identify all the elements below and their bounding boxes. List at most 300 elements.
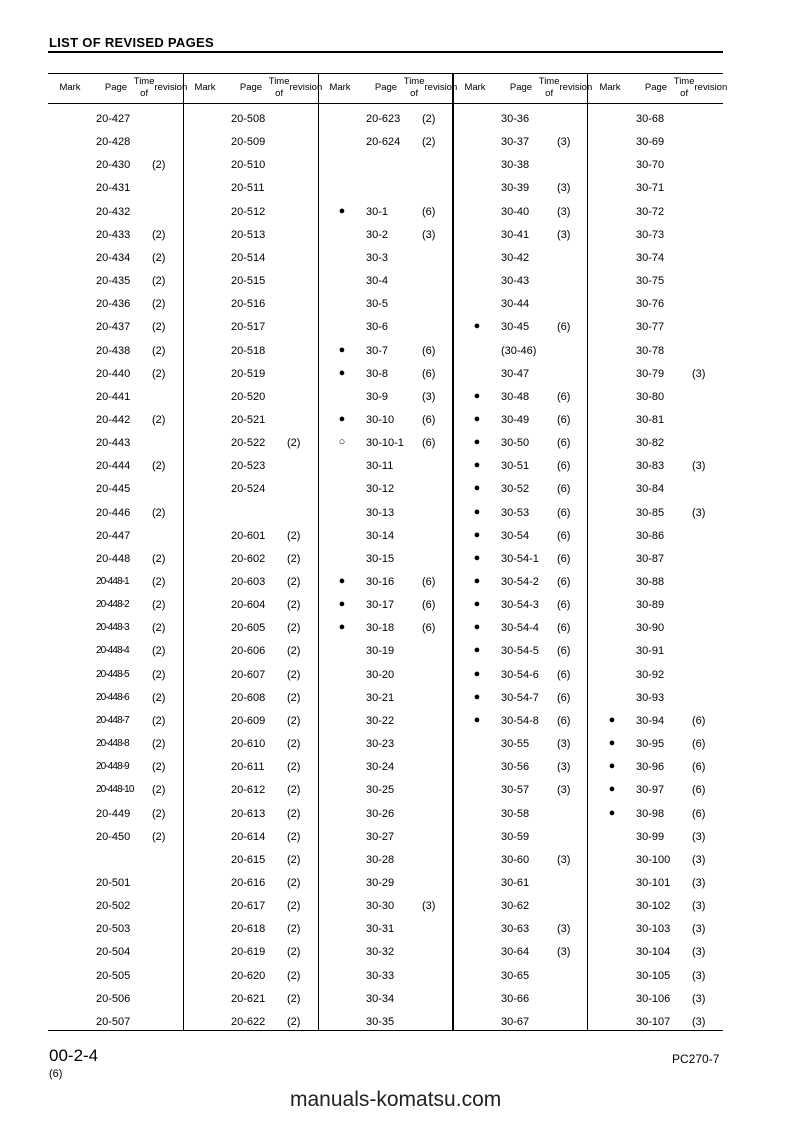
page-ref: 30-35 (366, 1015, 395, 1028)
table-row (48, 364, 183, 387)
revision-time: (2) (287, 599, 301, 612)
watermark: manuals-komatsu.com (290, 1088, 502, 1111)
table-row (318, 711, 453, 734)
page-ref: 30-13 (366, 506, 395, 519)
page-ref: 30-65 (501, 969, 530, 982)
page-ref: 20-448-7 (96, 714, 129, 726)
table-row (588, 202, 723, 225)
page-ref: 30-16 (366, 576, 395, 588)
page-ref: 30-56 (501, 761, 530, 774)
page-ref: 30-5 (366, 298, 389, 311)
page-ref: 30-27 (366, 830, 395, 843)
revision-time: (6) (557, 622, 571, 635)
table-row (453, 1012, 588, 1035)
page-ref: 30-59 (501, 830, 530, 843)
page-ref: 20-440 (96, 367, 131, 380)
revision-time: (2) (287, 830, 301, 843)
table-row (453, 433, 588, 456)
page-ref: 30-39 (501, 182, 530, 195)
page-ref: 30-3 (366, 251, 389, 264)
revision-time: (6) (557, 437, 571, 450)
table-row (183, 433, 318, 456)
table-row (48, 919, 183, 942)
table-row (183, 456, 318, 479)
table-row (183, 896, 318, 919)
page-ref: 30-15 (366, 552, 395, 565)
revision-mark-icon: ● (338, 343, 346, 356)
table-row (183, 757, 318, 780)
revision-time: (2) (287, 853, 301, 866)
table-row (183, 966, 318, 989)
table-row (48, 178, 183, 201)
page-ref: 20-609 (231, 714, 266, 727)
header-mark-label: Mark (59, 82, 81, 93)
page-ref: 30-86 (636, 529, 665, 542)
page-ref: 20-448-8 (96, 738, 129, 750)
revision-time: (6) (557, 691, 571, 704)
revision-time: (2) (287, 668, 301, 681)
page-ref: 30-54-5 (501, 645, 539, 658)
revision-time: (3) (557, 761, 571, 774)
page-ref: 20-511 (231, 182, 265, 195)
page-ref: 30-69 (636, 136, 665, 149)
page-ref: 30-96 (636, 761, 665, 774)
table-row (318, 618, 453, 641)
table-row (588, 248, 723, 271)
table-row (48, 873, 183, 896)
table-row (48, 966, 183, 989)
page-ref: 20-507 (96, 1015, 131, 1028)
table-row (453, 942, 588, 965)
revision-mark-icon: ● (608, 760, 616, 773)
table-row (318, 456, 453, 479)
revision-time: (3) (557, 923, 571, 936)
header-mark-label: Mark (599, 82, 621, 93)
table-row (48, 989, 183, 1012)
page-ref: 30-101 (636, 876, 671, 889)
table-row (48, 248, 183, 271)
revision-time: (2) (287, 714, 301, 727)
revision-time: (2) (287, 992, 301, 1005)
page-ref: 30-17 (366, 599, 395, 612)
revision-time: (2) (152, 251, 166, 264)
revision-mark-icon: ● (473, 505, 481, 518)
revision-mark-icon: ● (473, 690, 481, 703)
header-mark (185, 73, 225, 103)
table-row (48, 132, 183, 155)
table-row (318, 942, 453, 965)
page-ref: 30-76 (636, 298, 665, 311)
header-mark-label: Mark (464, 82, 486, 93)
page-ref: 20-434 (96, 251, 131, 264)
page-ref: 30-82 (636, 437, 665, 450)
table-row (453, 595, 588, 618)
page-ref: 30-104 (636, 946, 671, 959)
revision-time: (3) (692, 923, 706, 936)
page-ref: 30-33 (366, 969, 395, 982)
table-row (588, 896, 723, 919)
table-row (318, 202, 453, 225)
page-ref: 20-601 (231, 529, 266, 542)
revision-time: (6) (557, 529, 571, 542)
revision-time: (2) (287, 1015, 301, 1028)
page-ref: 20-612 (231, 784, 266, 797)
revision-time: (2) (152, 159, 166, 172)
header-time-label: Time of (133, 76, 155, 99)
revision-time: (3) (422, 390, 436, 403)
table-row (588, 132, 723, 155)
table-row (183, 109, 318, 132)
table-row (183, 989, 318, 1012)
revision-time: (3) (557, 738, 571, 751)
page-ref: 30-2 (366, 228, 389, 241)
table-row (318, 294, 453, 317)
table-row (588, 1012, 723, 1035)
revision-mark-icon: ● (473, 528, 481, 541)
revision-mark-icon: ● (473, 713, 481, 726)
header-page-label: Page (644, 82, 668, 93)
page-ref: 20-513 (231, 228, 266, 241)
table-row (48, 410, 183, 433)
page-ref: 30-54-7 (501, 691, 539, 704)
page-ref: 20-448-10 (96, 784, 134, 796)
page-ref: 20-623 (366, 113, 401, 125)
revision-time: (3) (557, 136, 571, 149)
page-ref: 20-448-3 (96, 622, 129, 634)
page-ref: 20-436 (96, 298, 131, 311)
page-ref: 30-71 (636, 182, 665, 195)
page-ref: 30-54-8 (501, 714, 539, 727)
revision-time: (6) (557, 413, 571, 426)
table-row (48, 827, 183, 850)
page-ref: 30-85 (636, 506, 665, 519)
page-ref: 30-54-4 (501, 622, 539, 635)
table-row (588, 433, 723, 456)
revision-time: (2) (152, 228, 166, 241)
page-ref: 30-32 (366, 946, 395, 959)
header-time (133, 73, 188, 103)
page-ref: 30-98 (636, 807, 665, 820)
revision-time: (2) (287, 738, 301, 751)
page-ref: 30-31 (366, 923, 395, 936)
revision-time: (3) (557, 228, 571, 241)
page-ref: 30-99 (636, 830, 665, 843)
table-row (588, 665, 723, 688)
column-group (48, 73, 188, 1031)
table-row (588, 178, 723, 201)
revision-time: (3) (557, 182, 571, 195)
table-row (318, 780, 453, 803)
revision-time: (2) (422, 136, 436, 149)
page-ref: 20-432 (96, 205, 131, 218)
page-ref: 30-66 (501, 992, 530, 1005)
revision-time: (6) (557, 390, 571, 403)
revision-time: (2) (287, 784, 301, 797)
revision-time: (6) (557, 576, 571, 588)
table-row (48, 317, 183, 340)
table-row (48, 549, 183, 572)
table-row (318, 804, 453, 827)
revision-time: (2) (152, 761, 166, 774)
table-row (318, 155, 453, 178)
table-row (588, 688, 723, 711)
page-number: 00-2-4 (49, 1046, 99, 1065)
page-ref: 20-607 (231, 668, 266, 681)
revision-mark-icon: ● (473, 412, 481, 425)
page-ref: 30-83 (636, 460, 665, 473)
revision-time: (6) (422, 367, 436, 380)
table-row (588, 387, 723, 410)
page-ref: 30-90 (636, 622, 665, 635)
page-ref: 30-58 (501, 807, 530, 820)
table-row (318, 850, 453, 873)
page-ref: 30-63 (501, 923, 530, 936)
table-row (318, 572, 453, 595)
table-row (453, 850, 588, 873)
table-row (183, 618, 318, 641)
table-row (588, 734, 723, 757)
page-ref: 30-70 (636, 159, 665, 172)
title-rule (48, 51, 723, 53)
page-revision: (6) (49, 1068, 63, 1080)
page-ref: 30-29 (366, 876, 395, 889)
page-ref: 20-450 (96, 830, 131, 843)
table-row (453, 665, 588, 688)
table-row (318, 827, 453, 850)
table-row (318, 966, 453, 989)
revision-time: (2) (152, 714, 166, 727)
page-ref: 20-515 (231, 275, 266, 288)
table-row (588, 109, 723, 132)
page-ref: 30-7 (366, 344, 389, 357)
header-time-label: revision (154, 82, 188, 93)
revision-mark-icon: ○ (338, 436, 346, 449)
page-ref: 20-603 (231, 576, 266, 588)
table-row (318, 896, 453, 919)
page-ref: 30-77 (636, 321, 665, 334)
revision-time: (3) (422, 900, 436, 913)
revision-mark-icon: ● (473, 575, 481, 587)
table-row (318, 989, 453, 1012)
table-row (453, 873, 588, 896)
page-ref: 20-447 (96, 529, 131, 542)
page-ref: 30-1 (366, 205, 389, 218)
page-ref: 30-20 (366, 668, 395, 681)
header-page (498, 73, 544, 103)
table-row (588, 572, 723, 595)
page-ref: 30-92 (636, 668, 665, 681)
table-row (183, 1012, 318, 1035)
header-page (93, 73, 139, 103)
table-row (588, 294, 723, 317)
table-row (453, 202, 588, 225)
revision-time: (2) (152, 645, 166, 658)
table-row (183, 734, 318, 757)
revision-time: (6) (557, 714, 571, 727)
table-row (48, 688, 183, 711)
page-ref: (30-46) (501, 344, 537, 357)
revision-time: (6) (557, 668, 571, 681)
page-ref: 30-24 (366, 761, 395, 774)
table-row (453, 896, 588, 919)
page-title: LIST OF REVISED PAGES (49, 35, 214, 50)
table-row (588, 479, 723, 502)
table-row (48, 804, 183, 827)
table-row (453, 410, 588, 433)
revision-mark-icon: ● (473, 389, 481, 402)
table-row (318, 364, 453, 387)
page-ref: 30-75 (636, 275, 665, 288)
table-row (588, 341, 723, 364)
revision-time: (6) (422, 576, 436, 588)
header-mark-label: Mark (194, 82, 216, 93)
page-ref: 20-624 (366, 136, 401, 149)
page-ref: 30-23 (366, 738, 395, 751)
revision-time: (2) (287, 691, 301, 704)
page-ref: 30-64 (501, 946, 530, 959)
revision-time: (3) (692, 876, 706, 889)
table-row (453, 341, 588, 364)
revision-time: (3) (557, 784, 571, 797)
header-mark (50, 73, 90, 103)
header-time (403, 73, 458, 103)
table-row (183, 873, 318, 896)
table-row (588, 989, 723, 1012)
table-row (588, 410, 723, 433)
table-row (318, 734, 453, 757)
revision-time: (3) (692, 853, 706, 866)
revision-time: (3) (422, 228, 436, 241)
table-row (318, 109, 453, 132)
table-row (48, 456, 183, 479)
revision-mark-icon: ● (608, 806, 616, 819)
page-ref: 30-53 (501, 506, 530, 519)
revision-time: (2) (152, 738, 166, 751)
table-row (48, 155, 183, 178)
revision-mark-icon: ● (338, 412, 346, 425)
table-row (453, 225, 588, 248)
table-row (183, 572, 318, 595)
revision-mark-icon: ● (473, 598, 481, 611)
revision-mark-icon: ● (338, 575, 346, 587)
revision-time: (6) (422, 205, 436, 218)
header-mark (590, 73, 630, 103)
page-ref: 20-445 (96, 483, 131, 496)
table-row (588, 595, 723, 618)
page-ref: 20-514 (231, 251, 266, 264)
table-row (588, 942, 723, 965)
page-ref: 20-608 (231, 691, 266, 704)
revision-time: (2) (152, 413, 166, 426)
page-ref: 30-100 (636, 853, 671, 866)
revision-time: (3) (692, 969, 706, 982)
table-row (453, 248, 588, 271)
page-ref: 30-54 (501, 529, 530, 542)
header-time-label: revision (559, 82, 593, 93)
table-row (453, 618, 588, 641)
revision-time: (6) (692, 784, 706, 797)
page-ref: 30-93 (636, 691, 665, 704)
header-page-label: Page (104, 82, 128, 93)
page-ref: 20-448-2 (96, 599, 129, 611)
table-row (318, 225, 453, 248)
revised-pages-table (48, 73, 728, 1031)
page-ref: 20-427 (96, 113, 131, 125)
page-ref: 30-10-1 (366, 437, 404, 450)
page-ref: 30-43 (501, 275, 530, 288)
table-row (183, 665, 318, 688)
revision-time: (2) (287, 946, 301, 959)
table-row (48, 109, 183, 132)
revision-time: (2) (152, 599, 166, 612)
page-ref: 20-620 (231, 969, 266, 982)
column-group (453, 73, 593, 1031)
revision-time: (2) (152, 298, 166, 311)
table-row (318, 503, 453, 526)
table-row (453, 966, 588, 989)
page-ref: 30-54-1 (501, 552, 539, 565)
table-row (453, 317, 588, 340)
column-group (318, 73, 458, 1031)
table-row (48, 942, 183, 965)
revision-time: (2) (152, 576, 166, 588)
page-ref: 20-617 (231, 900, 266, 913)
table-row (48, 341, 183, 364)
revision-time: (2) (152, 321, 166, 334)
revision-time: (6) (422, 437, 436, 450)
revision-mark-icon: ● (608, 713, 616, 726)
page-ref: 30-47 (501, 367, 530, 380)
header-time-label: Time of (403, 76, 425, 99)
table-row (183, 688, 318, 711)
page-ref: 20-446 (96, 506, 131, 519)
table-row (588, 757, 723, 780)
page-ref: 30-40 (501, 205, 530, 218)
revision-time: (2) (287, 900, 301, 913)
table-row (318, 271, 453, 294)
page-ref: 20-430 (96, 159, 131, 172)
page-ref: 20-614 (231, 830, 266, 843)
table-row (588, 225, 723, 248)
page-ref: 30-25 (366, 784, 395, 797)
revision-time: (3) (692, 460, 706, 473)
page-ref: 30-105 (636, 969, 671, 982)
page-ref: 30-10 (366, 413, 395, 426)
table-row (453, 155, 588, 178)
table-row (183, 178, 318, 201)
table-row (318, 317, 453, 340)
page-ref: 30-73 (636, 228, 665, 241)
table-row (588, 456, 723, 479)
table-row (318, 549, 453, 572)
page-ref: 30-79 (636, 367, 665, 380)
page-ref: 20-448-5 (96, 668, 129, 680)
revision-time: (3) (557, 853, 571, 866)
table-row (588, 873, 723, 896)
table-row (183, 294, 318, 317)
table-row (183, 132, 318, 155)
revision-mark-icon: ● (473, 459, 481, 472)
page-ref: 30-68 (636, 113, 665, 125)
revision-mark-icon: ● (608, 783, 616, 796)
revision-time: (6) (422, 344, 436, 357)
table-row (453, 387, 588, 410)
page-ref: 30-72 (636, 205, 665, 218)
page-ref: 20-448 (96, 552, 131, 565)
table-row (183, 364, 318, 387)
header-page (363, 73, 409, 103)
revision-time: (2) (287, 622, 301, 635)
